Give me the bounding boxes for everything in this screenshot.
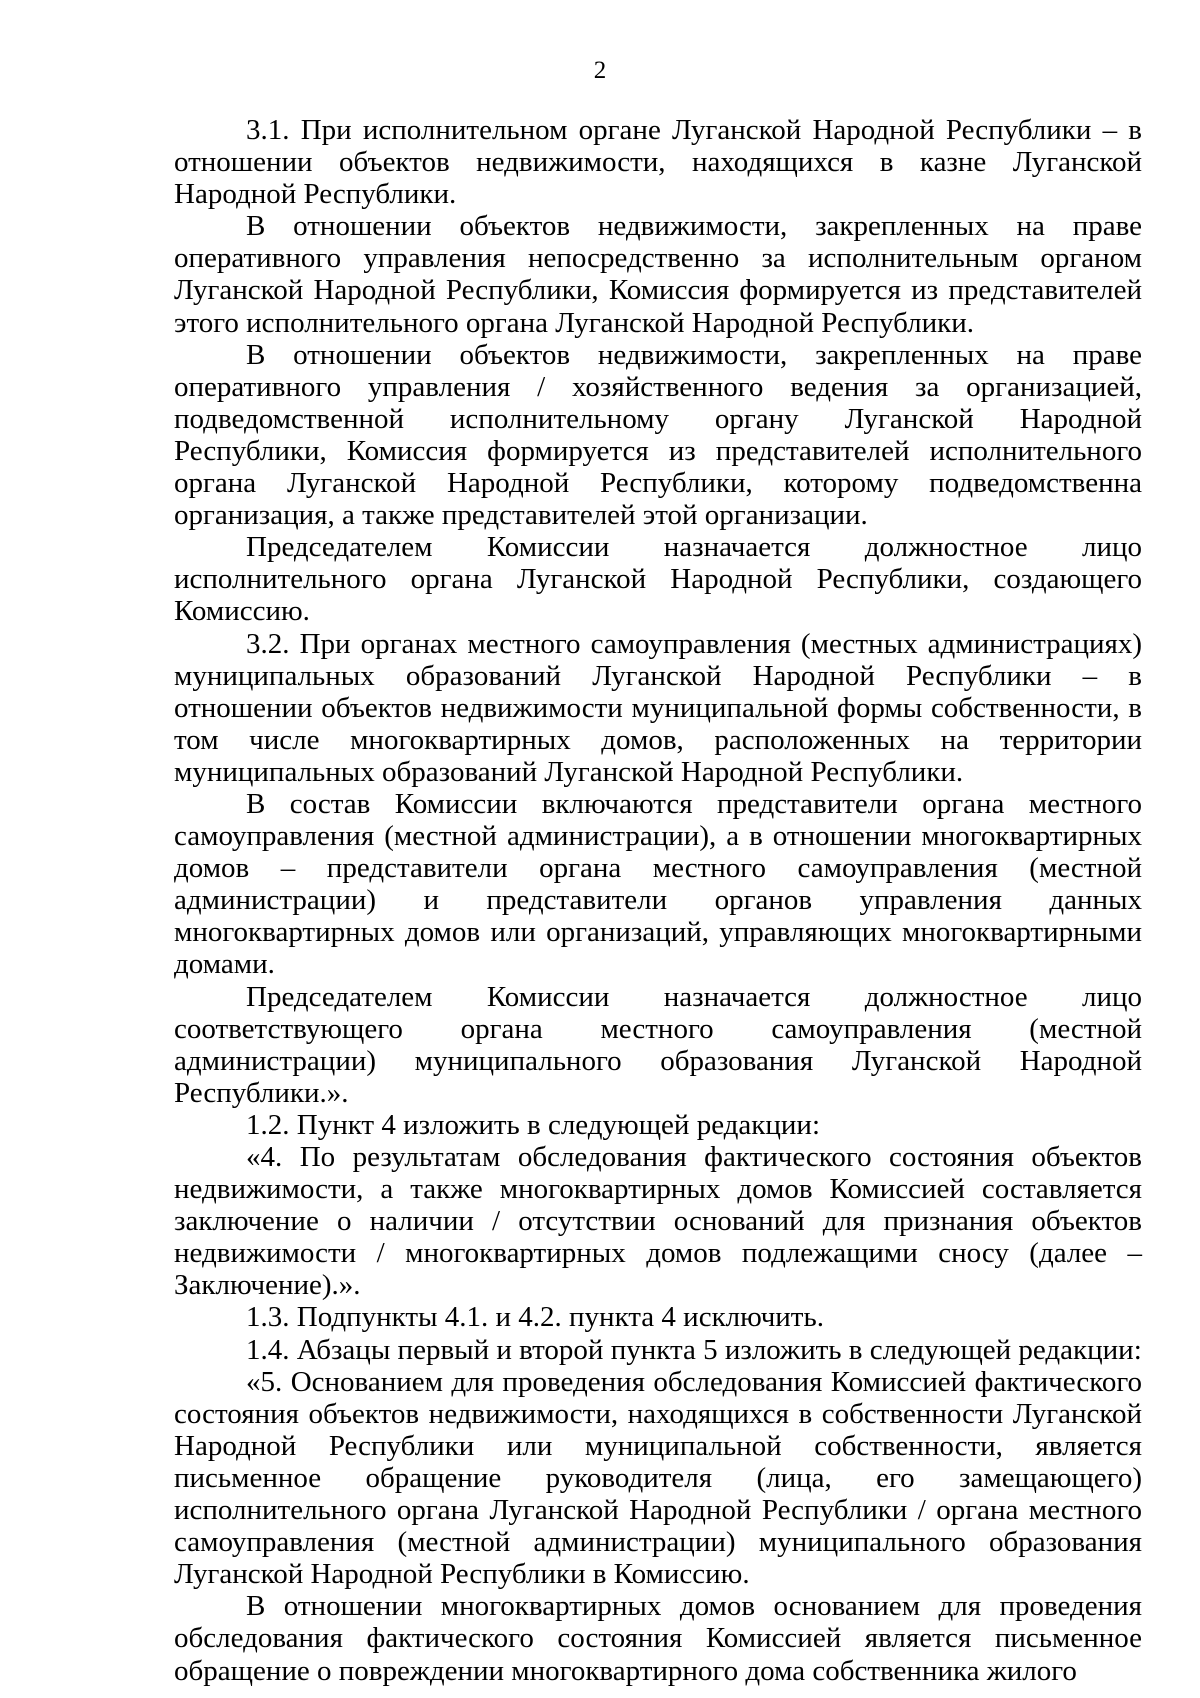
paragraph-3-1: 3.1. При исполнительном органе Луганской Народной Республики – в отношении объектов недвижимости, находящихся в казне Луганской Народной Республики. bbox=[174, 114, 1142, 211]
paragraph-operational-management: В отношении объектов недвижимости, закрепленных на праве оперативного управления непосредственно за исполнительным органом Луганской Народной Республики, Комиссия формируется из представителей этого исполнительного органа Луганской Народной Республики. bbox=[174, 210, 1142, 339]
paragraph-commission-composition: В состав Комиссии включаются представители органа местного самоуправления (местной администрации), а в отношении многоквартирных домов – представители органа местного самоуправления (местной администрации) и представители органов управления данных многоквартирных домов или организаций, управляющих многоквартирными домами. bbox=[174, 787, 1142, 981]
document-body bbox=[174, 114, 1142, 1687]
paragraph-chairman-local: Председателем Комиссии назначается должностное лицо соответствующего органа местного самоуправления (местной администрации) муниципального образования Луганской Народной Республики.». bbox=[174, 980, 1142, 1109]
paragraph-point-4: «4. По результатам обследования фактического состояния объектов недвижимости, а также многоквартирных домов Комиссией составляется заключение о наличии / отсутствии оснований для признания объектов недвижимости / многоквартирных домов подлежащими сносу (далее – Заключение).». bbox=[174, 1141, 1142, 1302]
paragraph-chairman-executive: Председателем Комиссии назначается должностное лицо исполнительного органа Луганской Народной Республики, создающего Комиссию. bbox=[174, 531, 1142, 628]
paragraph-subordinate-organization: В отношении объектов недвижимости, закрепленных на праве оперативного управления / хозяйственного ведения за организацией, подведомственной исполнительному органу Луганской Народной Республики, Комиссия формируется из представителей исполнительного органа Луганской Народной Республики, которому подведомственна организация, а также представителей этой организации. bbox=[174, 338, 1142, 532]
paragraph-1-3: 1.3. Подпункты 4.1. и 4.2. пункта 4 исключить. bbox=[246, 1301, 824, 1334]
paragraph-1-2: 1.2. Пункт 4 изложить в следующей редакции: bbox=[246, 1108, 821, 1141]
paragraph-point-5: «5. Основанием для проведения обследования Комиссией фактического состояния объектов недвижимости, находящихся в собственности Луганской Народной Республики или муниципальной собственности, является письменное обращение руководителя (лица, его замещающего) исполнительного органа Луганской Народной Республики / органа местного самоуправления (местной администрации) муниципального образования Луганской Народной Республики в Комиссию. bbox=[174, 1365, 1142, 1591]
paragraph-apartment-buildings: В отношении многоквартирных домов основанием для проведения обследования фактического состояния Комиссией является письменное обращение о повреждении многоквартирного дома собственника жилого bbox=[174, 1590, 1142, 1687]
page-number: 2 bbox=[593, 57, 607, 84]
paragraph-3-2: 3.2. При органах местного самоуправления (местных администрациях) муниципальных образований Луганской Народной Республики – в отношении объектов недвижимости муниципальной формы собственности, в том числе многоквартирных домов, расположенных на территории муниципальных образований Луганской Народной Республики. bbox=[174, 627, 1142, 788]
paragraph-1-4: 1.4. Абзацы первый и второй пункта 5 изложить в следующей редакции: bbox=[246, 1333, 1142, 1366]
